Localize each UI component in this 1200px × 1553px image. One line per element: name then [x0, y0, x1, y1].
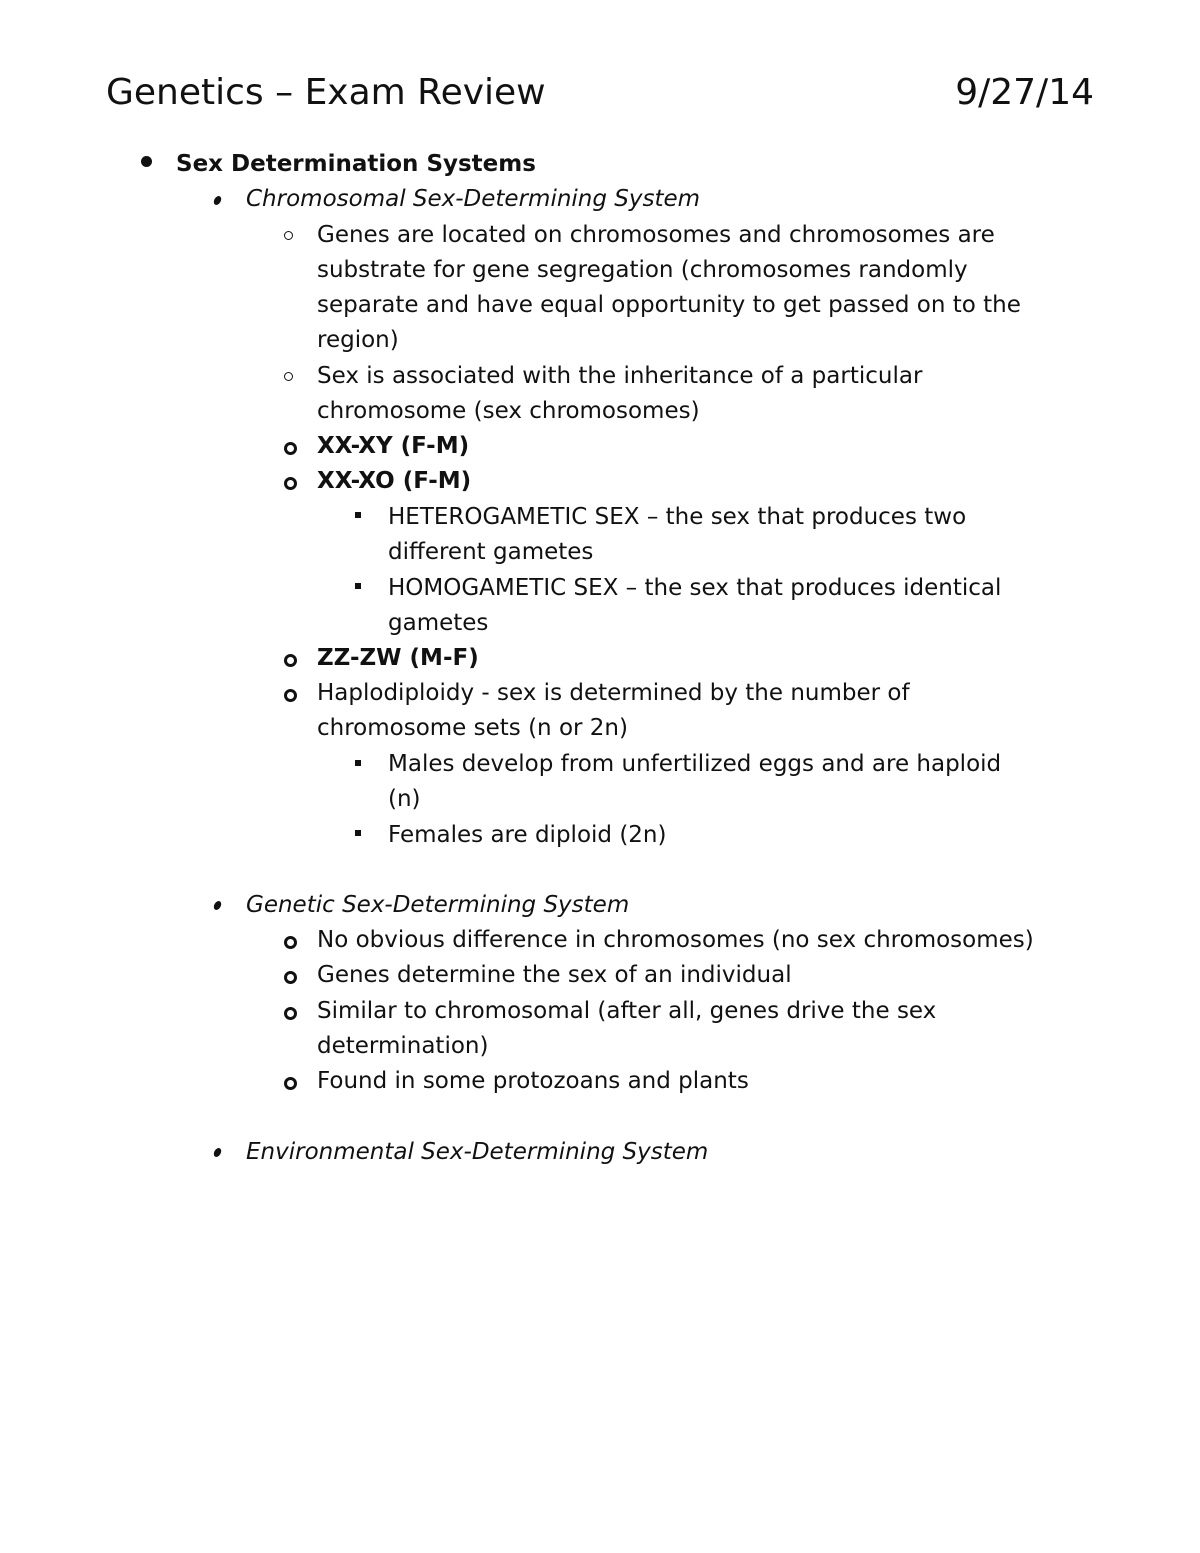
document-title: Genetics – Exam Review	[106, 72, 546, 113]
chromosomal-heading: Chromosomal Sex-Determining System	[246, 186, 701, 212]
genetic-item-3-line2: determination)	[317, 1033, 489, 1059]
bullet-bold-circle-icon	[284, 654, 297, 667]
homogametic-line1: HOMOGAMETIC SEX – the sex that produces identical	[388, 575, 1002, 601]
bullet-small-disc-icon	[213, 196, 222, 205]
chromosomal-p1-line2: substrate for gene segregation (chromosomes randomly	[317, 257, 968, 283]
genetic-item-3-line1: Similar to chromosomal (after all, genes drive the sex	[317, 998, 937, 1024]
chromosomal-p2-line2: chromosome (sex chromosomes)	[317, 398, 700, 424]
bullet-square-icon	[355, 583, 361, 589]
bullet-small-disc-icon	[213, 901, 222, 910]
bullet-disc-icon	[141, 156, 152, 167]
bullet-bold-circle-icon	[284, 971, 297, 984]
bullet-square-icon	[355, 760, 361, 766]
genetic-item-2: Genes determine the sex of an individual	[317, 962, 792, 988]
homogametic-line2: gametes	[388, 610, 489, 636]
males-line1: Males develop from unfertilized eggs and are haploid	[388, 751, 1002, 777]
bullet-circle-icon	[284, 231, 293, 240]
heterogametic-line2: different gametes	[388, 539, 594, 565]
haplo-line2: chromosome sets (n or 2n)	[317, 715, 628, 741]
bullet-bold-circle-icon	[284, 689, 297, 702]
heterogametic-line1: HETEROGAMETIC SEX – the sex that produces two	[388, 504, 967, 530]
chromosomal-p1-line4: region)	[317, 327, 399, 353]
males-line2: (n)	[388, 786, 421, 812]
females-item: Females are diploid (2n)	[388, 822, 667, 848]
bullet-bold-circle-icon	[284, 477, 297, 490]
chromosomal-p1-line1: Genes are located on chromosomes and chromosomes are	[317, 222, 995, 248]
bullet-bold-circle-icon	[284, 442, 297, 455]
bullet-bold-circle-icon	[284, 1077, 297, 1090]
chromosomal-p1-line3: separate and have equal opportunity to get passed on to the	[317, 292, 1021, 318]
bullet-circle-icon	[284, 372, 293, 381]
document-date: 9/27/14	[955, 72, 1094, 113]
zzzw-item: ZZ-ZW (M-F)	[317, 645, 479, 671]
bullet-square-icon	[355, 512, 361, 518]
topic-heading: Sex Determination Systems	[176, 151, 536, 177]
xxxy-item: XX-XY (F-M)	[317, 433, 470, 459]
xxxo-item: XX-XO (F-M)	[317, 468, 472, 494]
genetic-heading: Genetic Sex-Determining System	[246, 892, 630, 918]
genetic-item-1: No obvious difference in chromosomes (no sex chromosomes)	[317, 927, 1034, 953]
haplo-line1: Haplodiploidy - sex is determined by the number of	[317, 680, 910, 706]
genetic-item-4: Found in some protozoans and plants	[317, 1068, 749, 1094]
bullet-bold-circle-icon	[284, 1007, 297, 1020]
environmental-heading: Environmental Sex-Determining System	[246, 1139, 709, 1165]
bullet-small-disc-icon	[213, 1148, 222, 1157]
bullet-square-icon	[355, 830, 361, 836]
bullet-bold-circle-icon	[284, 936, 297, 949]
chromosomal-p2-line1: Sex is associated with the inheritance of a particular	[317, 363, 923, 389]
